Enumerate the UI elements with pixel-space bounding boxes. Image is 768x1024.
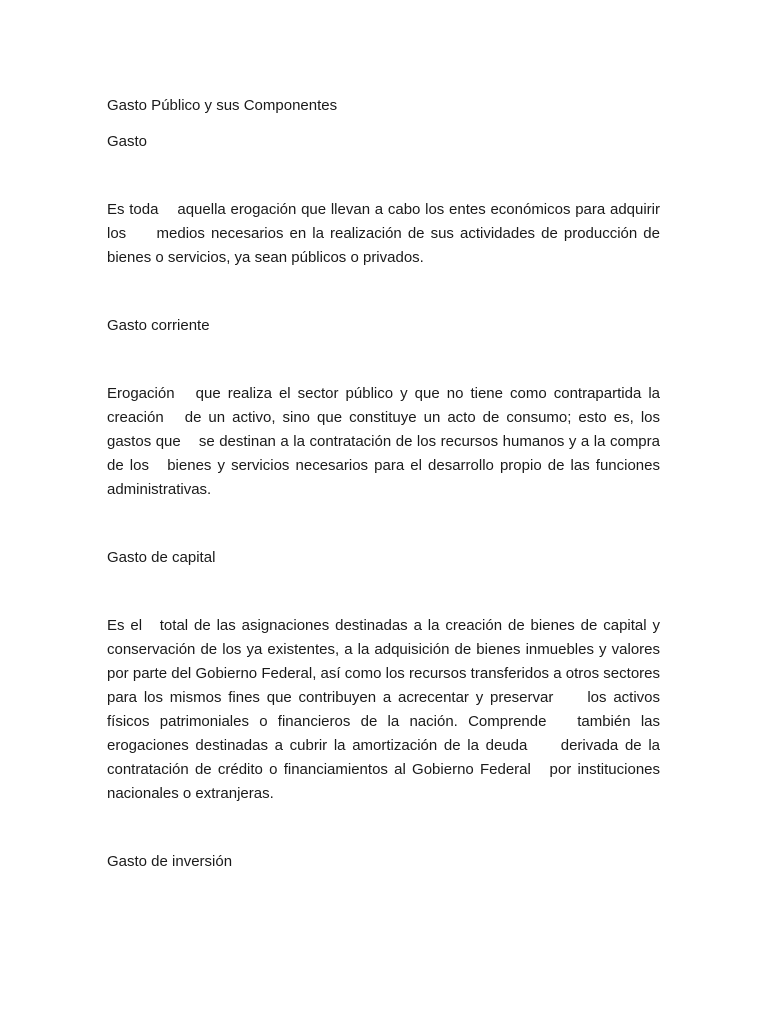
section-body-gasto: Es toda aquella erogación que llevan a cabo los entes económicos para adquirir los medios necesarios en la realización de sus actividades de producción de bienes o servicios, ya sean públicos o privados.: [107, 201, 673, 266]
spacer: [107, 806, 660, 850]
spacer: [107, 570, 660, 614]
section-heading-gasto-de-capital: Gasto de capital: [107, 549, 216, 566]
document-body: [107, 94, 673, 874]
spacer: [107, 270, 660, 314]
spacer: [107, 154, 660, 198]
document-title: Gasto Público y sus Componentes: [107, 97, 338, 114]
section-heading-gasto: Gasto: [107, 133, 148, 150]
section-heading-gasto-de-inversion: Gasto de inversión: [107, 853, 233, 870]
section-body-gasto-corriente: Erogación que realiza el sector público y que no tiene como contrapartida la creación de un activo, sino que constituye un acto de consumo; esto es, los gastos que se destinan a la contratación de los recursos humanos y a la compra de los bienes y servicios necesarios para el desarrollo propio de las funciones administrativas.: [107, 385, 673, 498]
spacer: [107, 502, 660, 546]
section-body-gasto-de-capital: Es el total de las asignaciones destinadas a la creación de bienes de capital y conservación de los ya existentes, a la adquisición de bienes inmuebles y valores por parte del Gobierno Federal, así como los recursos transferidos a otros sectores para los mismos fines que contribuyen a acrecentar y preservar los activos físicos patrimoniales o financieros de la nación. Comprende también las erogaciones destinadas a cubrir la amortización de la deuda derivada de la contratación de crédito o financiamientos al Gobierno Federal por instituciones nacionales o extranjeras.: [107, 617, 665, 802]
spacer: [107, 338, 660, 382]
section-heading-gasto-corriente: Gasto corriente: [107, 317, 210, 334]
